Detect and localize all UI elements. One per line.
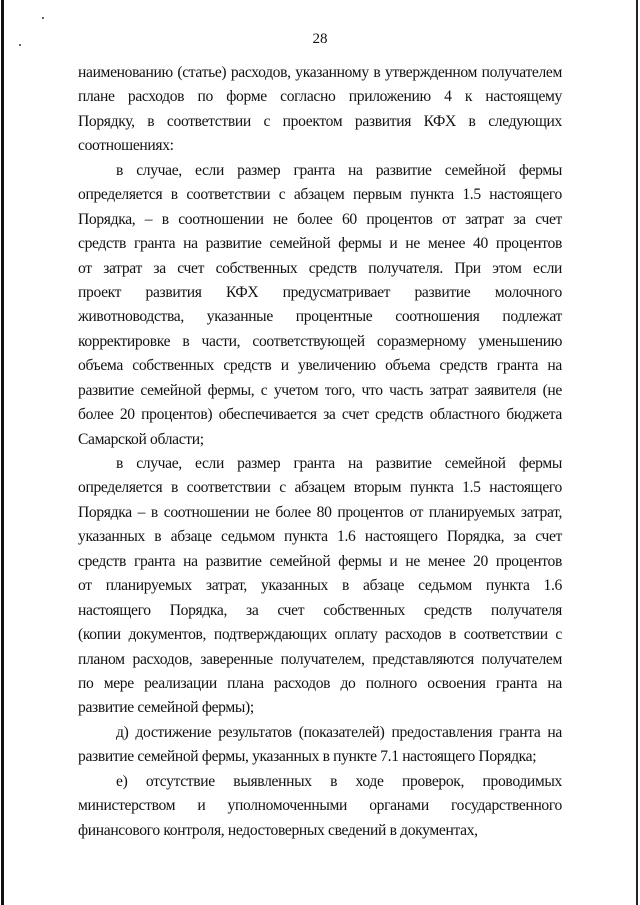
text-line: наименованию (статье) расходов, указанному в утвержденном получателем: [78, 64, 562, 81]
text-line: Порядка – в соотношении не более 80 процентов от планируемых затрат,: [78, 503, 562, 521]
text-line: Порядка, – в соотношении не более 60 процентов от затрат за счет: [78, 210, 562, 228]
text-line: развитие семейной фермы, указанных в пункте 7.1 настоящего Порядка;: [78, 748, 537, 766]
text-line: проект развития КФХ предусматривает развитие молочного: [78, 283, 562, 301]
text-line: в случае, если размер гранта на развитие семейной фермы: [116, 161, 562, 179]
paragraph: [78, 159, 562, 452]
page-number: 28: [312, 31, 328, 47]
document-body: [78, 61, 562, 843]
text-line: средств гранта на развитие семейной фермы и не менее 20 процентов: [78, 552, 562, 570]
text-line: от планируемых затрат, указанных в абзаце седьмом пункта 1.6: [78, 577, 562, 595]
text-line: определяется в соответствии с абзацем первым пункта 1.5 настоящего: [78, 186, 562, 204]
paragraph: [78, 721, 562, 770]
text-line: (копии документов, подтверждающих оплату расходов в соответствии с: [78, 626, 562, 644]
text-line: от затрат за счет собственных средств получателя. При этом если: [78, 259, 562, 277]
text-line: объема собственных средств и увеличению объема средств гранта на: [78, 357, 562, 375]
scan-left-edge: [1, 0, 4, 905]
text-line: Самарской области;: [78, 430, 204, 448]
text-line: указанных в абзаце седьмом пункта 1.6 настоящего Порядка, за счет: [78, 528, 562, 546]
text-line: развитие семейной фермы);: [78, 699, 254, 717]
text-line: более 20 процентов) обеспечивается за счет средств областного бюджета: [78, 406, 562, 424]
text-line: финансового контроля, недостоверных сведений в документах,: [78, 821, 478, 839]
text-line: определяется в соответствии с абзацем вторым пункта 1.5 настоящего: [78, 479, 562, 497]
text-line: средств гранта на развитие семейной фермы и не менее 40 процентов: [78, 235, 562, 253]
text-line: настоящего Порядка, за счет собственных средств получателя: [78, 601, 562, 619]
text-line: министерством и уполномоченными органами государственного: [78, 797, 562, 815]
text-line: животноводства, указанные процентные соотношения подлежат: [78, 308, 562, 326]
text-line: корректировке в части, соответствующей соразмерному уменьшению: [78, 332, 562, 350]
text-line: в случае, если размер гранта на развитие семейной фермы: [116, 455, 562, 472]
scan-speck: [42, 17, 44, 19]
paragraph: [78, 452, 562, 721]
text-line: по мере реализации плана расходов до полного освоения гранта на: [78, 674, 562, 692]
text-line: планом расходов, заверенные получателем, представляются получателем: [78, 650, 562, 668]
text-line: плане расходов по форме согласно приложению 4 к настоящему: [78, 88, 562, 106]
text-line: Порядку, в соответствии с проектом развития КФХ в следующих: [78, 112, 562, 130]
text-line: развитие семейной фермы, с учетом того, что часть затрат заявителя (не: [78, 381, 562, 399]
text-line: д) достижение результатов (показателей) предоставления гранта на: [116, 723, 562, 741]
scan-right-edge: [636, 0, 638, 905]
paragraph: [78, 770, 562, 843]
paragraph: [78, 61, 562, 159]
text-line: е) отсутствие выявленных в ходе проверок, проводимых: [116, 772, 562, 790]
text-line: соотношениях:: [78, 137, 174, 155]
